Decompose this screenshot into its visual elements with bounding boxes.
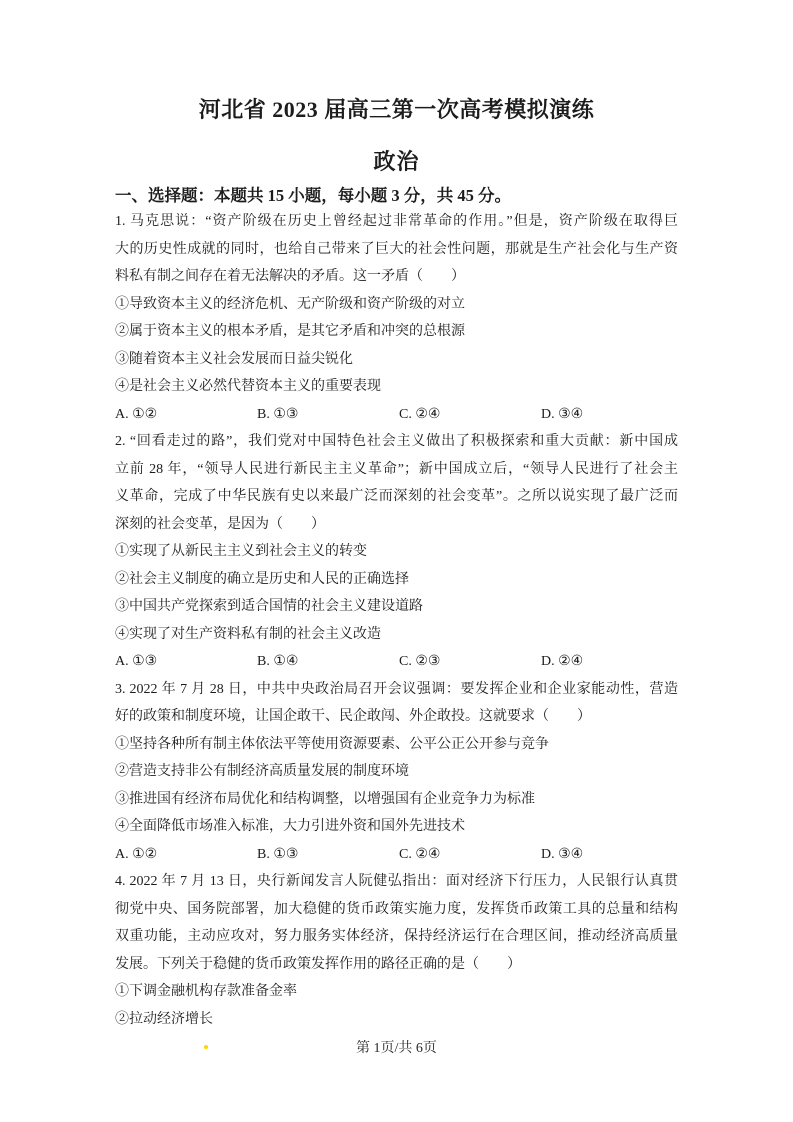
options-row — [115, 401, 678, 429]
page-number: 第 1页/共 6页 — [356, 1041, 437, 1056]
question-item-line: ④是社会主义必然代替资本主义的重要表现 — [115, 379, 381, 394]
option-B: B. ①④ — [257, 654, 299, 669]
question-item-line: ①导致资本主义的经济危机、无产阶级和资产阶级的对立 — [115, 296, 465, 312]
options-row — [115, 841, 678, 869]
question-stem-line: 大的历史性成就的同时，也给自己带来了巨大的社会性问题，那就是生产社会化与生产资 — [115, 241, 678, 257]
question-4 — [115, 868, 678, 1033]
question-stem-line: 好的政策和制度环境，让国企敢干、民企敢闯、外企敢投。这就要求（ ） — [115, 709, 591, 724]
question-item-line: ③随着资本主义社会发展而日益尖锐化 — [115, 351, 353, 367]
question-item-line: ②拉动经济增长 — [115, 1011, 213, 1027]
option-D: D. ②④ — [541, 654, 584, 669]
question-3 — [115, 676, 678, 869]
question-stem-line: 彻党中央、国务院部署，加大稳健的货币政策实施力度，发挥货币政策工具的总量和结构 — [115, 901, 678, 917]
question-item-line: ③中国共产党探索到适合国情的社会主义建设道路 — [115, 599, 423, 614]
question-stem-line: 4. 2022 年 7 月 13 日，央行新闻发言人阮健弘指出：面对经济下行压力，人民银行认真贯 — [115, 874, 678, 889]
question-item-line: ②社会主义制度的确立是历史和人民的正确选择 — [115, 571, 409, 587]
question-stem-line: 1. 马克思说：“资产阶级在历史上曾经起过非常革命的作用。”但是，资产阶级在取得巨 — [115, 214, 678, 229]
question-item-line: ③推进国有经济布局优化和结构调整，以增强国有企业竞争力为标准 — [115, 791, 535, 807]
question-item-line: ②属于资本主义的根本矛盾，是其它矛盾和冲突的总根源 — [115, 324, 465, 339]
question-stem-line: 料私有制之间存在着无法解决的矛盾。这一矛盾（ ） — [115, 269, 465, 284]
question-item-line: ②营造支持非公有制经济高质量发展的制度环境 — [115, 764, 409, 779]
question-item-line: ④实现了对生产资料私有制的社会主义改造 — [115, 626, 381, 642]
question-stem-line: 立前 28 年，“领导人民进行新民主主义革命”；新中国成立后，“领导人民进行了社会主 — [115, 461, 678, 477]
question-item-line: ①下调金融机构存款准备金率 — [115, 984, 297, 999]
question-item-line: ①坚持各种所有制主体依法平等使用资源要素、公平公正公开参与竞争 — [115, 736, 549, 752]
option-B: B. ①③ — [257, 846, 299, 862]
question-item-line: ①实现了从新民主主义到社会主义的转变 — [115, 544, 367, 559]
questions — [115, 208, 678, 1033]
question-stem-line: 3. 2022 年 7 月 28 日，中共中央政治局召开会议强调：要发挥企业和企业家能动性，营造 — [115, 681, 678, 697]
option-D: D. ③④ — [541, 846, 584, 862]
option-C: C. ②④ — [399, 846, 441, 862]
option-C: C. ②③ — [399, 654, 441, 669]
question-stem-line: 发展。下列关于稳健的货币政策发挥作用的路径正确的是（ ） — [115, 956, 521, 972]
section-heading: 一、选择题：本题共 15 小题，每小题 3 分，共 45 分。 — [115, 186, 511, 205]
question-stem-line: 义革命，完成了中华民族有史以来最广泛而深刻的社会变革”。之所以说实现了最广泛而 — [115, 489, 678, 504]
question-item-line: ④全面降低市场准入标准，大力引进外资和国外先进技术 — [115, 819, 465, 834]
scan-artifact-dot — [204, 1045, 208, 1049]
option-B: B. ①③ — [257, 406, 299, 422]
question-1 — [115, 208, 678, 428]
option-D: D. ③④ — [541, 406, 584, 422]
option-C: C. ②④ — [399, 406, 441, 422]
question-2 — [115, 428, 678, 676]
option-A: A. ①② — [115, 406, 158, 422]
question-stem-line: 深刻的社会变革，是因为（ ） — [115, 516, 325, 532]
options-row — [115, 648, 678, 676]
question-stem-line: 双重功能，主动应攻对，努力服务实体经济，保持经济运行在合理区间，推动经济高质量 — [115, 929, 678, 944]
question-stem-line: 2. “回看走过的路”，我们党对中国特色社会主义做出了积极探索和重大贡献：新中国成 — [115, 434, 678, 449]
option-A: A. ①② — [115, 846, 158, 862]
option-A: A. ①③ — [115, 654, 158, 669]
subject-title: 政治 — [373, 149, 420, 174]
page-title: 河北省 2023 届高三第一次高考模拟演练 — [198, 97, 595, 122]
